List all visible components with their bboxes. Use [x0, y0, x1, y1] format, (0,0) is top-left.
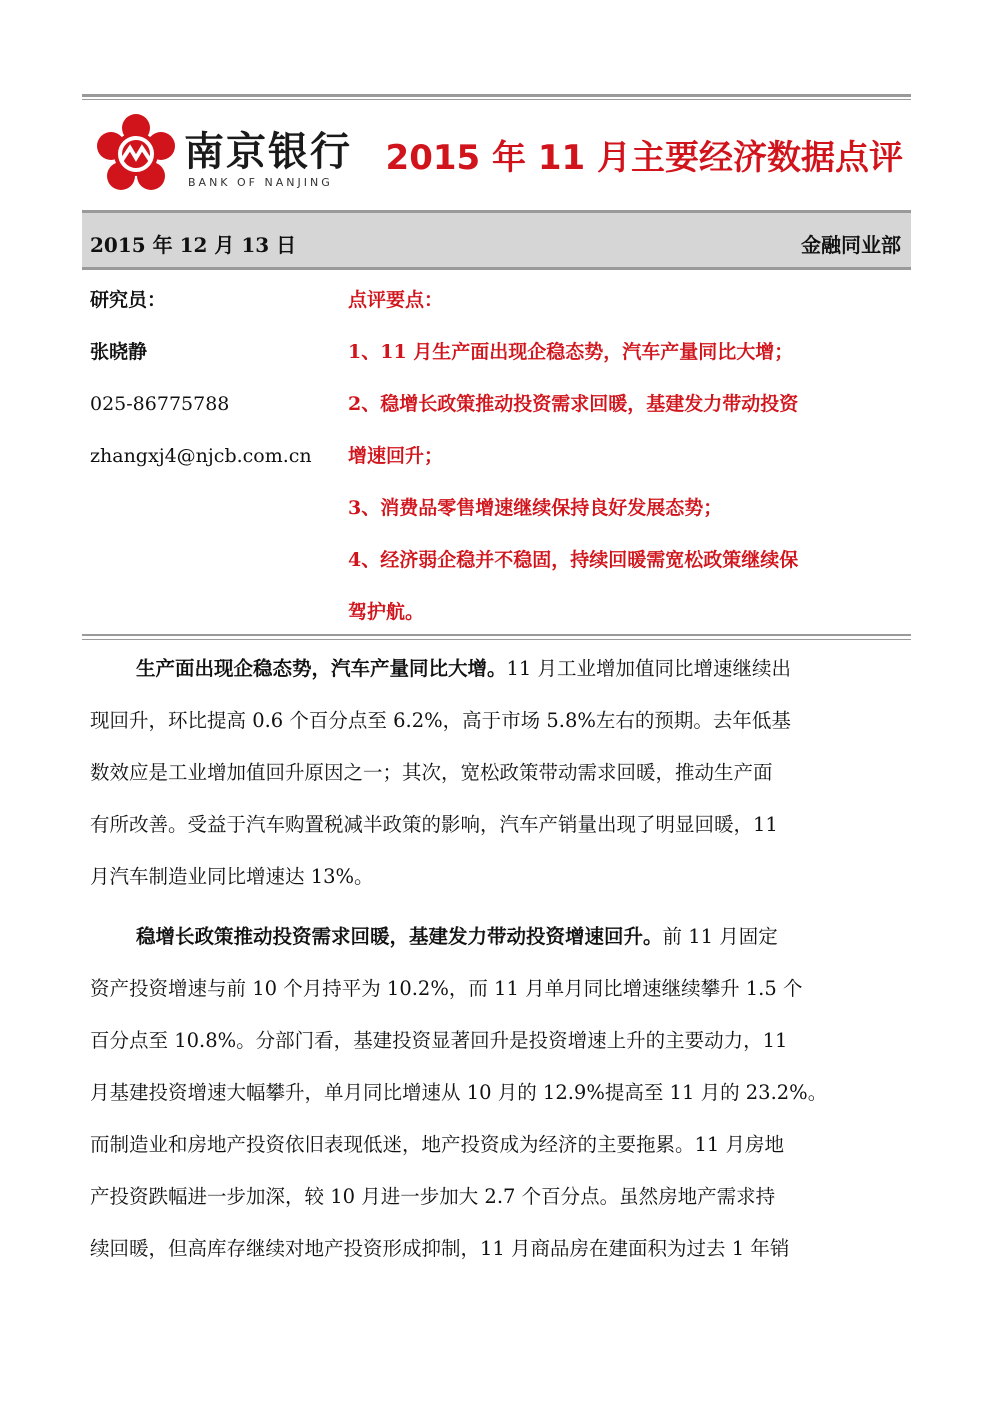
paragraph-line: 而制造业和房地产投资依旧表现低迷，地产投资成为经济的主要拖累。11 月房地: [90, 1133, 785, 1156]
highlights: [348, 284, 908, 648]
highlight-line: 3、消费品零售增速继续保持良好发展态势；: [348, 497, 723, 519]
paragraph-heading: 生产面出现企稳态势，汽车产量同比大增。: [136, 657, 507, 680]
paragraph-line: 百分点至 10.8%。分部门看，基建投资显著回升是投资增速上升的主要动力，11: [90, 1029, 788, 1052]
logo-chinese-name: 南京银行: [184, 129, 352, 175]
report-body: [90, 651, 902, 1283]
paragraph-line: [90, 651, 902, 703]
date-bar: [82, 210, 911, 270]
highlight-line: 1、11 月生产面出现企稳态势，汽车产量同比大增；: [348, 341, 794, 363]
report-title: 2015 年 11 月主要经济数据点评: [385, 138, 903, 178]
highlight-line: 增速回升；: [348, 445, 444, 467]
paragraph-line: 续回暖，但高库存继续对地产投资形成抑制，11 月商品房在建面积为过去 1 年销: [90, 1237, 790, 1260]
paragraph-text: 11 月工业增加值同比增速继续出: [506, 657, 792, 680]
paragraph-line: 现回升，环比提高 0.6 个百分点至 6.2%，高于市场 5.8%左右的预期。去年低基: [90, 709, 791, 732]
report-header: [82, 100, 911, 200]
highlight-line: 2、稳增长政策推动投资需求回暖，基建发力带动投资: [348, 393, 799, 415]
researcher-label: 研究员：: [90, 289, 167, 311]
paragraph-line: [90, 919, 902, 971]
paragraph-line: 有所改善。受益于汽车购置税减半政策的影响，汽车产销量出现了明显回暖，11: [90, 813, 778, 836]
paragraph-text: 前 11 月固定: [662, 925, 778, 948]
researcher-phone: 025-86775788: [90, 393, 230, 415]
section-divider: [82, 634, 911, 640]
paragraph-line: 数效应是工业增加值回升原因之一；其次，宽松政策带动需求回暖，推动生产面: [90, 761, 773, 784]
researcher-info: [90, 284, 340, 492]
logo-english-name: BANK OF NANJING: [188, 176, 333, 189]
highlights-label: 点评要点：: [348, 289, 444, 311]
paragraph-line: 月汽车制造业同比增速达 13%。: [90, 865, 374, 888]
paragraph-line: 资产投资增速与前 10 个月持平为 10.2%，而 11 月单月同比增速继续攀升 1.5 个: [90, 977, 803, 1000]
highlight-line: 驾护航。: [348, 601, 425, 623]
bank-logo-flower-icon: [96, 114, 176, 194]
highlight-line: 4、经济弱企稳并不稳固，持续回暖需宽松政策继续保: [348, 549, 799, 571]
department-name: 金融同业部: [801, 233, 901, 257]
bank-logo: [96, 114, 356, 194]
paragraph-line: 月基建投资增速大幅攀升，单月同比增速从 10 月的 12.9%提高至 11 月的 23.2%。: [90, 1081, 828, 1104]
paragraph-heading: 稳增长政策推动投资需求回暖，基建发力带动投资增速回升。: [136, 925, 663, 948]
paragraph-line: 产投资跌幅进一步加深，较 10 月进一步加大 2.7 个百分点。虽然房地产需求持: [90, 1185, 776, 1208]
report-date: 2015 年 12 月 13 日: [90, 233, 297, 257]
researcher-email: zhangxj4@njcb.com.cn: [90, 445, 312, 467]
researcher-name: 张晓静: [90, 341, 148, 363]
